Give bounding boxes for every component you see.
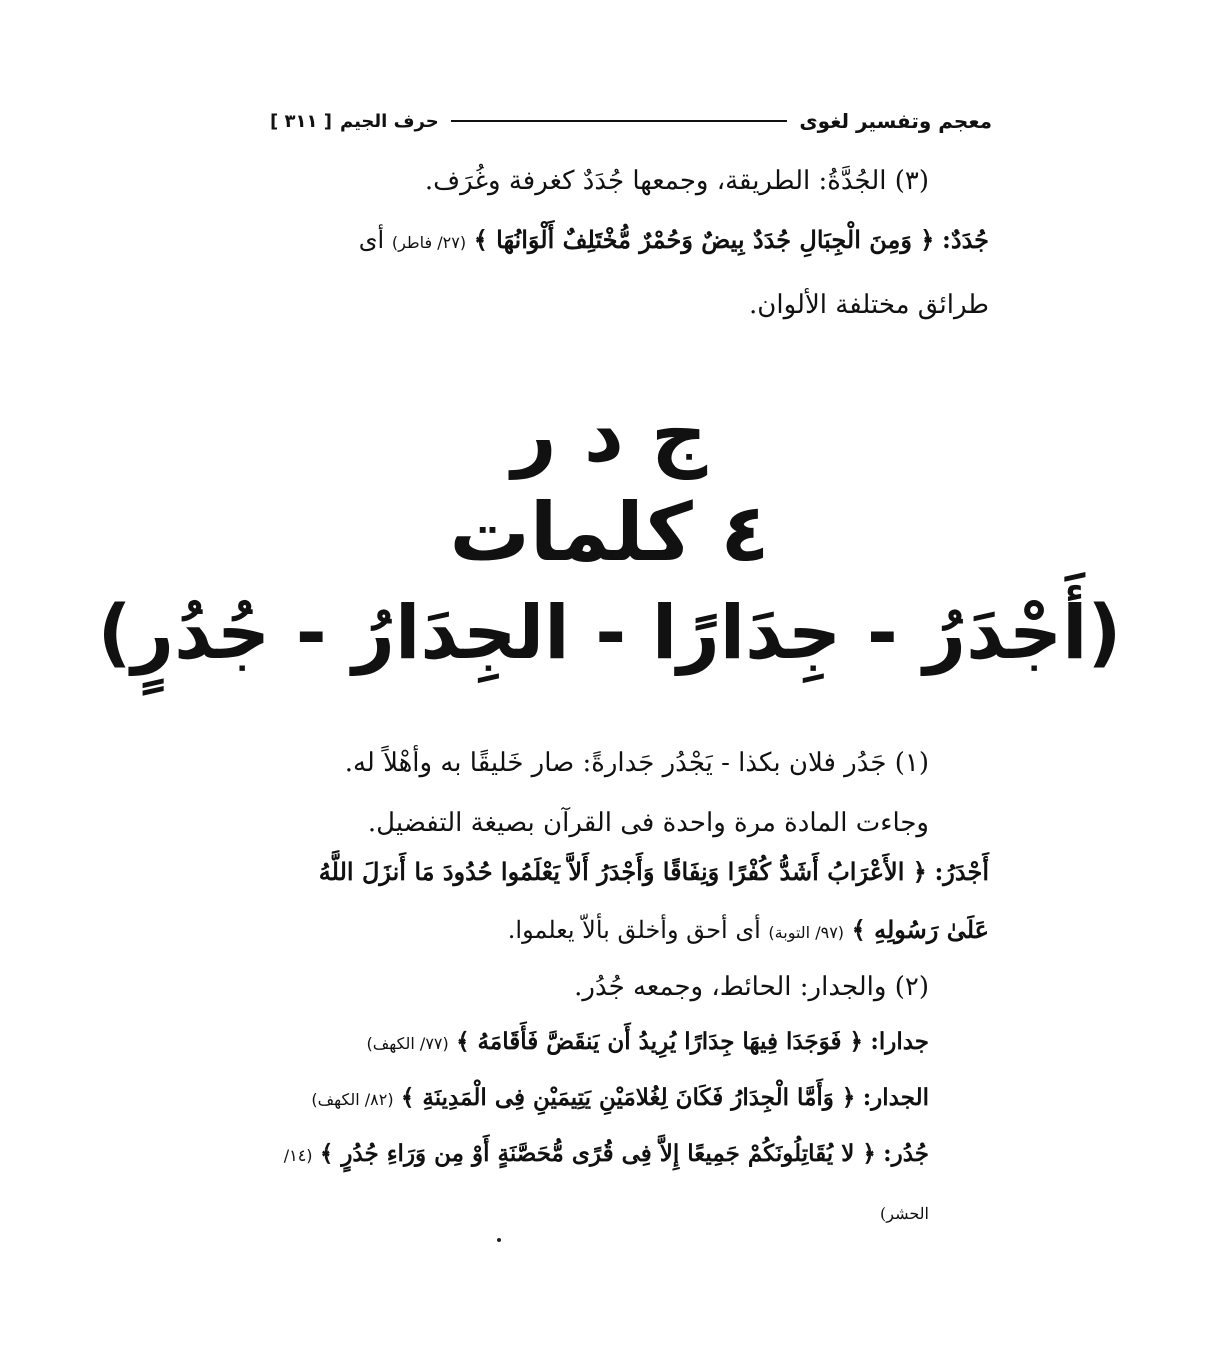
entry-line: طرائق مختلفة الألوان. bbox=[749, 290, 989, 320]
quran-reference: (٢٧/ فاطر) bbox=[391, 233, 467, 252]
entry-line: وجاءت المادة مرة واحدة فى القرآن بصيغة التفضيل. bbox=[367, 808, 929, 838]
quran-reference: الحشر) bbox=[880, 1204, 929, 1223]
scan-speck bbox=[497, 1238, 501, 1242]
quran-quote: ﴿ الأَعْرَابُ أَشَدُّ كُفْرًا وَنِفَاقًا وَأَجْدَرُ أَلاَّ يَعْلَمُوا حُدُودَ مَا أَنزَلَ اللَّهُ bbox=[318, 857, 927, 886]
quran-entry bbox=[311, 1084, 929, 1113]
book-title: معجم وتفسير لغوى bbox=[799, 109, 992, 133]
entry-word: جُدُر: bbox=[883, 1140, 929, 1167]
entry-line: (٢) والجدار: الحائط، وجمعه جُدُر. bbox=[574, 972, 929, 1002]
header-rule bbox=[451, 120, 788, 122]
quran-quote: ﴿ لا يُقَاتِلُونَكُمْ جَمِيعًا إِلاَّ فِى قُرًى مُّحَصَّنَةٍ أَوْ مِن وَرَاءِ جُدُرٍ ﴾ bbox=[319, 1140, 876, 1167]
entry-word: جُدَدٌ: bbox=[942, 225, 989, 254]
quran-reference: (٨٢/ الكهف) bbox=[311, 1090, 394, 1109]
quran-quote: ﴿ وَمِنَ الْجِبَالِ جُدَدٌ بِيضٌ وَحُمْرٌ مُّخْتَلِفٌ أَلْوَانُهَا ﴾ bbox=[473, 225, 935, 254]
word-list: (أَجْدَرُ - جِدَارًا - الجِدَارُ - جُدُرٍ) bbox=[97, 590, 1122, 676]
entry-tail: أى أحق وأخلق بألاّ يعلموا. bbox=[507, 916, 761, 944]
entry-word: أَجْدَرُ: bbox=[934, 857, 989, 886]
quran-entry bbox=[508, 916, 989, 945]
quran-entry bbox=[367, 1028, 930, 1057]
entry-line: (٣) الجُدَّةُ: الطريقة، وجمعها جُدَدٌ كغرفة وغُرَف. bbox=[424, 166, 929, 196]
page-number: [ ٣١١ ] bbox=[270, 110, 332, 132]
entry-word: جدارا: bbox=[870, 1028, 929, 1055]
quran-entry bbox=[284, 1140, 929, 1169]
entry-tail: أى bbox=[358, 226, 385, 254]
entry-line: (١) جَدُر فلان بكذا - يَجْدُر جَدارةً: صار خَليقًا به وأهْلاً له. bbox=[344, 748, 929, 778]
quran-quote: ﴿ وَأَمَّا الْجِدَارُ فَكَانَ لِغُلامَيْنِ يَتِيمَيْنِ فِى الْمَدِينَةِ ﴾ bbox=[400, 1084, 856, 1111]
root-letters: ج د ر bbox=[511, 390, 708, 480]
quran-reference: (٧٧/ الكهف) bbox=[366, 1034, 449, 1053]
page-header bbox=[270, 106, 992, 136]
word-count: ٤ كلمات bbox=[449, 486, 770, 579]
quran-entry bbox=[319, 858, 989, 887]
quran-reference: (١٤/ bbox=[283, 1146, 313, 1165]
section-title: حرف الجيم bbox=[339, 110, 439, 132]
quran-quote: ﴿ فَوَجَدَا فِيهَا جِدَارًا يُرِيدُ أَن يَنقَضَّ فَأَقَامَهُ ﴾ bbox=[456, 1028, 864, 1055]
quran-reference: (٩٧/ التوبة) bbox=[768, 923, 845, 942]
quran-quote: عَلَىٰ رَسُولِهِ ﴾ bbox=[851, 915, 989, 944]
entry-word: الجدار: bbox=[862, 1084, 929, 1111]
quran-entry bbox=[359, 226, 989, 255]
